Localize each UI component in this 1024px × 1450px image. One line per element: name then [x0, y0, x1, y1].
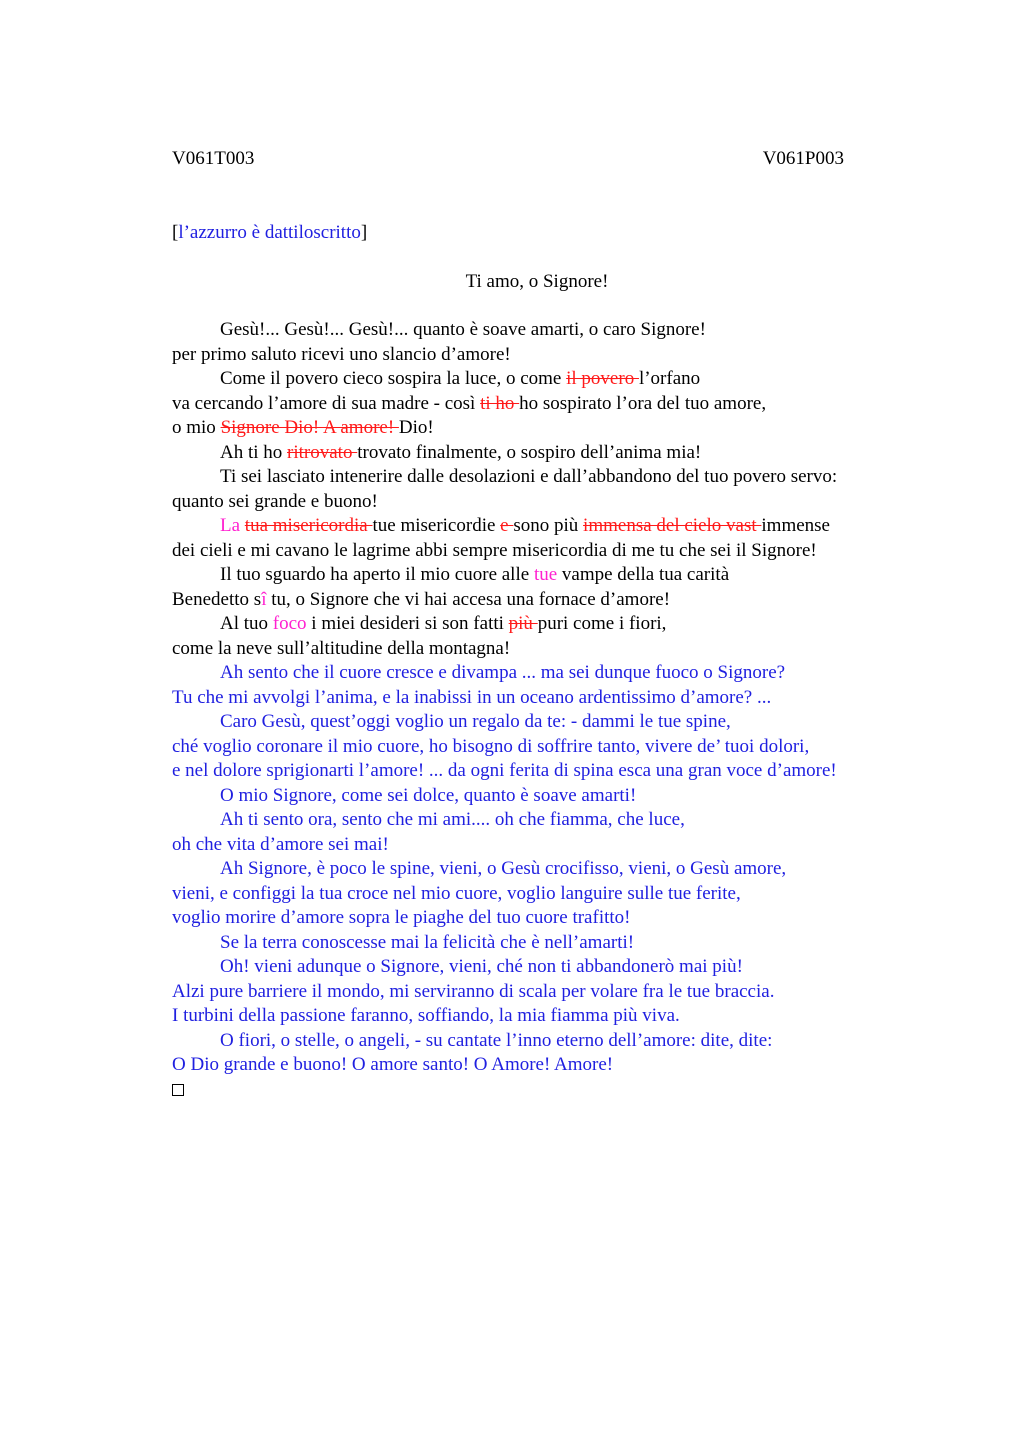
typed-line	[172, 1004, 932, 1029]
editorial-note	[172, 221, 367, 245]
text-line	[172, 637, 932, 662]
text-run: ché voglio coronare il mio cuore, ho bisogno di soffrire tanto, vivere de’ tuoi dolori,	[172, 735, 810, 757]
text-run: e nel dolore sprigionarti l’amore! ... da ogni ferita di spina esca una gran voce d’amore!	[172, 760, 837, 781]
text-run: Ah ti ho	[220, 441, 288, 463]
typed-line	[172, 857, 932, 882]
typed-line	[172, 686, 932, 711]
text-run: Oh! vieni adunque o Signore, vieni, ché non ti abbandonerò mai più!	[220, 956, 743, 977]
text-run: Il tuo sguardo ha aperto il mio cuore alle	[220, 564, 534, 585]
text-run: o mio	[172, 417, 221, 438]
typed-line	[172, 955, 932, 980]
typed-line	[172, 808, 932, 833]
note-text: l’azzurro è dattiloscritto	[178, 222, 361, 243]
text-run: O Dio grande e buono! O amore santo! O Amore! Amore!	[172, 1054, 614, 1075]
text-line	[172, 392, 932, 417]
text-run: oh che vita d’amore sei mai!	[172, 833, 389, 855]
deleted-text: e	[500, 515, 514, 536]
text-run: per primo saluto ricevi uno slancio d’amore!	[172, 343, 511, 365]
text-run: quanto sei grande e buono!	[172, 490, 378, 512]
text-line	[172, 416, 932, 441]
text-run: tu, o Signore che vi hai accesa una fornace d’amore!	[266, 588, 671, 610]
text-run: dei cieli e mi cavano le lagrime abbi sempre misericordia di me tu che sei il Signore!	[172, 539, 817, 561]
document-code-left: V061T003	[172, 148, 255, 169]
typed-line	[172, 1029, 932, 1054]
inserted-text: î	[261, 588, 267, 610]
text-run: Dio!	[398, 417, 434, 438]
inserted-text: tue	[533, 564, 558, 585]
text-run: Ah sento che il cuore cresce e divampa ... ma sei dunque fuoco o Signore?	[220, 662, 786, 683]
text-run: Ti sei lasciato intenerire dalle desolazioni e dall’abbandono del tuo povero servo:	[220, 466, 838, 487]
typed-line	[172, 906, 932, 931]
text-run: immense	[761, 515, 830, 536]
text-run: Al tuo	[220, 613, 273, 634]
text-run: vieni, e configgi la tua croce nel mio cuore, voglio languire sulle tue ferite,	[172, 882, 741, 904]
deleted-text: il povero	[566, 368, 639, 389]
text-run: I turbini della passione faranno, soffiando, la mia fiamma più viva.	[172, 1005, 680, 1026]
deleted-text: Signore Dio! A amore!	[220, 417, 399, 438]
text-line	[172, 441, 932, 466]
text-run: Se la terra conoscesse mai la felicità che è nell’amarti!	[220, 931, 635, 953]
typed-line	[172, 882, 932, 907]
text-run: vampe della tua carità	[557, 564, 730, 585]
typed-line	[172, 1053, 932, 1078]
inserted-text: La	[220, 515, 241, 536]
text-line	[172, 514, 932, 539]
text-run: Gesù!... Gesù!... Gesù!... quanto è soave amarti, o caro Signore!	[220, 319, 706, 340]
text-run: puri come i fiori,	[537, 613, 667, 634]
text-run: Tu che mi avvolgi l’anima, e la inabissi in un oceano ardentissimo d’amore? ...	[172, 686, 772, 708]
text-run: ho sospirato l’ora del tuo amore,	[519, 392, 767, 414]
text-line	[172, 563, 932, 588]
text-line	[172, 367, 932, 392]
text-run: O fiori, o stelle, o angeli, - su cantate l’inno eterno dell’amore: dite, dite:	[220, 1029, 773, 1051]
text-run: l’orfano	[638, 368, 701, 389]
typed-line	[172, 931, 932, 956]
deleted-text: tua misericordia	[244, 515, 373, 536]
text-run: va cercando l’amore di sua madre - così	[172, 392, 481, 414]
text-run: voglio morire d’amore sopra le piaghe del tuo cuore trafitto!	[172, 907, 631, 928]
typed-line	[172, 784, 932, 809]
note-close-bracket: ]	[360, 222, 368, 243]
text-line	[172, 465, 932, 490]
text-run: Ah Signore, è poco le spine, vieni, o Gesù crocifisso, vieni, o Gesù amore,	[220, 858, 787, 879]
text-run: Alzi pure barriere il mondo, mi serviranno di scala per volare fra le tue braccia.	[172, 980, 775, 1002]
inserted-text: foco	[272, 613, 307, 634]
text-run: trovato finalmente, o sospiro dell’anima mia!	[357, 441, 702, 463]
deleted-text: ritrovato	[287, 441, 358, 463]
typed-line	[172, 735, 932, 760]
end-mark-box-icon	[172, 1084, 184, 1096]
typed-line	[172, 759, 932, 784]
poem-title: Ti amo, o Signore!	[465, 271, 609, 292]
deleted-text: immensa del cielo vast	[583, 515, 762, 536]
text-run: sono più	[513, 515, 584, 536]
typed-line	[172, 661, 932, 686]
text-line	[172, 318, 932, 343]
text-line	[172, 343, 932, 368]
page-header	[172, 147, 844, 171]
text-line	[172, 612, 932, 637]
text-run: Come il povero cieco sospira la luce, o come	[220, 368, 567, 389]
text-run: i miei desideri si son fatti	[306, 613, 509, 634]
text-run: Benedetto s	[172, 588, 262, 610]
deleted-text: ti ho	[480, 392, 520, 414]
text-run: come la neve sull’altitudine della montagna!	[172, 637, 511, 659]
document-code-right: V061P003	[762, 148, 844, 169]
text-run: Ah ti sento ora, sento che mi ami.... oh che fiamma, che luce,	[220, 809, 685, 830]
text-line	[172, 588, 932, 613]
text-run: O mio Signore, come sei dolce, quanto è soave amarti!	[220, 784, 637, 806]
deleted-text: più	[508, 613, 538, 634]
poem-body	[172, 318, 932, 1096]
typed-line	[172, 710, 932, 735]
text-line	[172, 490, 932, 515]
text-line	[172, 539, 932, 564]
text-run: Caro Gesù, quest’oggi voglio un regalo da te: - dammi le tue spine,	[220, 711, 731, 732]
typed-line	[172, 833, 932, 858]
text-run: tue misericordie	[372, 515, 501, 536]
typed-line	[172, 980, 932, 1005]
note-open-bracket: [	[172, 222, 179, 243]
